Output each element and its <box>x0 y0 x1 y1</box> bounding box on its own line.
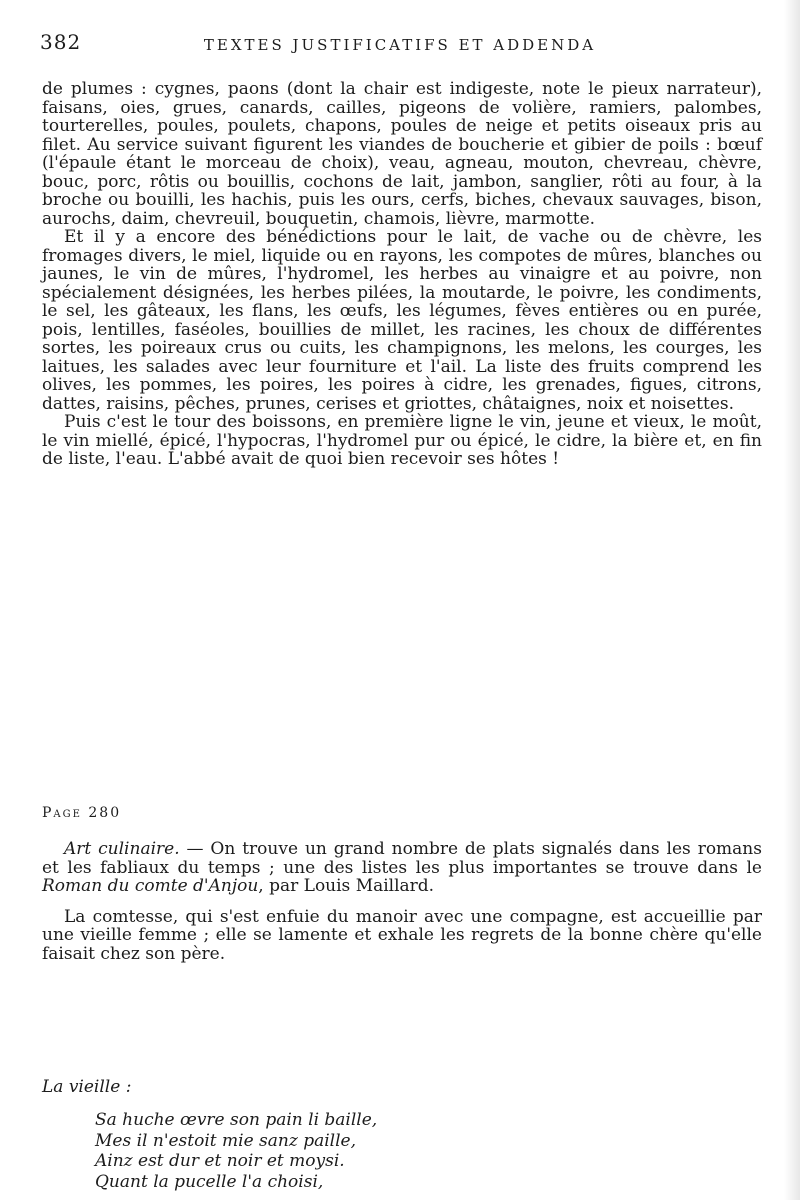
addenda-text <box>42 840 762 963</box>
art-work-title: Roman du comte d'Anjou <box>42 876 259 896</box>
section-heading: Page 280 <box>42 805 122 821</box>
paragraph-comtesse: La comtesse, qui s'est enfuie du manoir avec une compagne, est accueillie par une vieille femme ; elle se lamente et exhale les regrets de la bonne chère qu'elle faisait chez son père. <box>42 906 762 964</box>
paragraph-benedictions: Et il y a encore des bénédictions pour le lait, de vache ou de chèvre, les fromages divers, le miel, liquide ou en rayons, les compotes de mûres, blanches ou jaunes, le vin de mûres, l'hydromel, les herbes au vinaigre et au poivre, non spécialement désignées, les herbes pilées, la moutarde, le poivre, les condiments, le sel, les gâteaux, les flans, les œufs, les légumes, fèves entières ou en purée, pois, lentilles, faséoles, bouillies de millet, les racines, les choux de différentes sortes, les poireaux crus ou cuits, les champignons, les melons, les courges, les laitues, les salades avec leur fourniture et l'ail. La liste des fruits comprend les olives, les pommes, les poires, les poires à cidre, les grenades, figues, citrons, dattes, raisins, pêches, prunes, cerises et griottes, châtaignes, noix et noisettes. <box>42 227 762 414</box>
art-tail: , par Louis Maillard. <box>258 876 435 896</box>
verse-speaker: La vieille : <box>42 1077 132 1097</box>
page-number: 382 <box>40 30 82 54</box>
verse-line: Sa huche œvre son pain li baille, <box>95 1110 378 1130</box>
verse-line: Quant la pucelle l'a choisi, <box>95 1171 324 1192</box>
verse-line: Mes il n'estoit mie sanz paille, <box>95 1130 357 1151</box>
paragraph-birds-meats: de plumes : cygnes, paons (dont la chair est indigeste, note le pieux narrateur), faisans, oies, grues, canards, cailles, pigeons de volière, ramiers, palombes, tourterelles, poules, poulets, chapons, poules de neige et petits oiseaux pris au filet. Au service suivant figurent les viandes de boucherie et gibier de poils : bœuf (l'épaule étant le morceau de choix), veau, agneau, mouton, chevreau, chèvre, bouc, porc, rôtis ou bouillis, cochons de lait, jambon, sanglier, rôti au four, à la broche ou bouilli, les hachis, puis les ours, cerfs, biches, chevaux sauvages, bison, aurochs, daim, chevreuil, bouquetin, chamois, lièvre, marmotte. <box>42 79 762 229</box>
page-header <box>40 30 760 60</box>
verse-block <box>95 1110 377 1192</box>
running-title: TEXTES JUSTIFICATIFS ET ADDENDA <box>203 36 597 54</box>
art-term: Art culinaire. <box>64 839 180 859</box>
page-edge-shadow <box>784 0 800 1200</box>
verse-line: Ainz est dur et noir et moysi. <box>95 1151 345 1171</box>
paragraph-beverages: Puis c'est le tour des boissons, en première ligne le vin, jeune et vieux, le moût, le vin miellé, épicé, l'hypocras, l'hydromel pur ou épicé, le cidre, la bière et, en fin de liste, l'eau. L'abbé avait de quoi bien recevoir ses hôtes ! <box>42 412 762 469</box>
body-text <box>42 80 762 469</box>
paragraph-art-culinaire <box>42 840 762 896</box>
art-rest: — On trouve un grand nombre de plats signalés dans les romans et les fabliaux du temps ; une des listes les plus importantes se trouve dans le <box>42 839 762 878</box>
